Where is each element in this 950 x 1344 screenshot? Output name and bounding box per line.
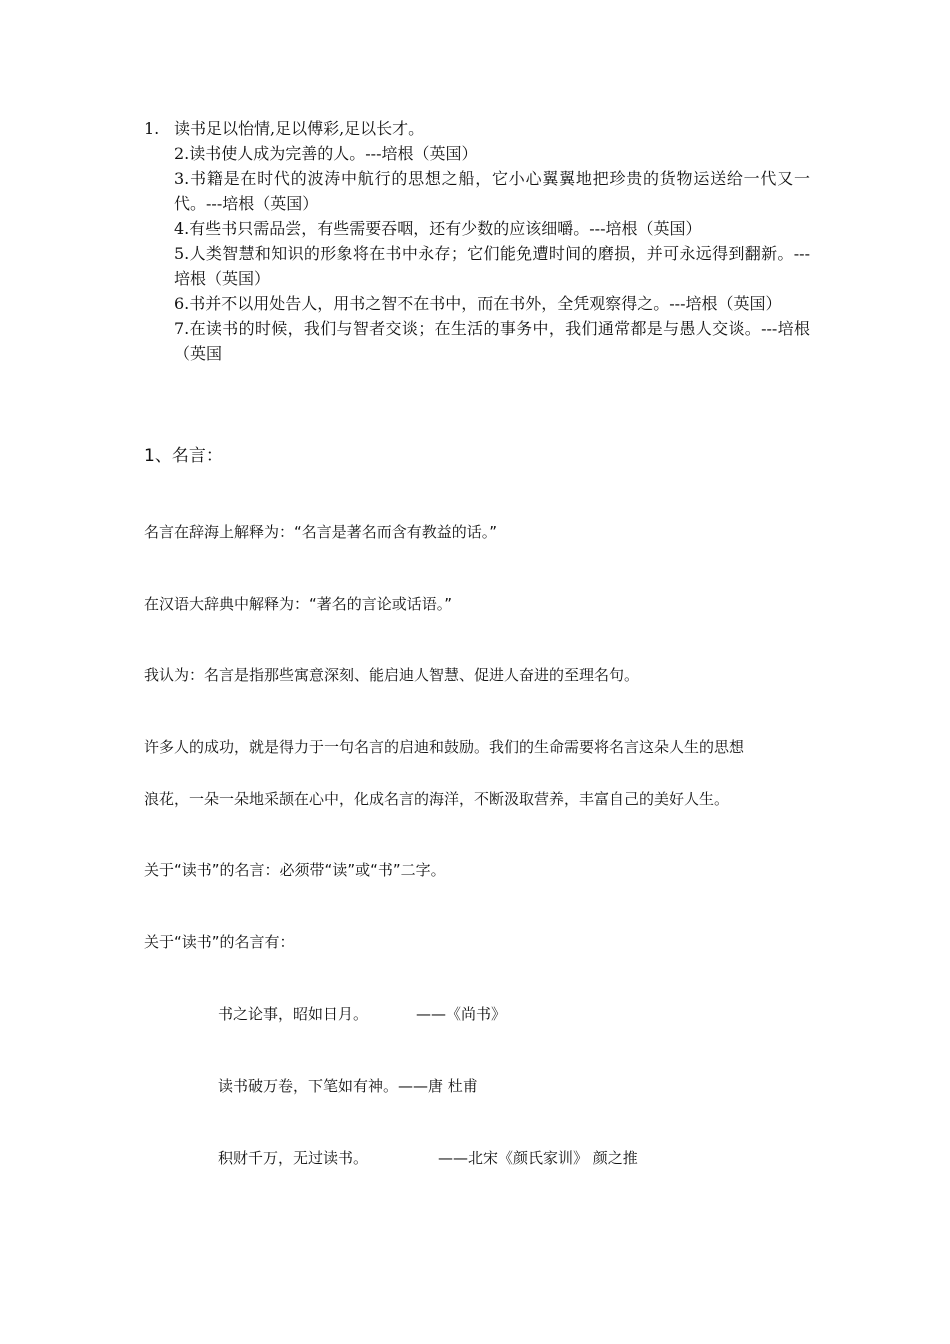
paragraph-success-line-1: 许多人的成功，就是得力于一句名言的启迪和鼓励。我们的生命需要将名言这朵人生的思想: [144, 738, 745, 756]
example-quote-source: ——《尚书》: [416, 1005, 507, 1023]
quote-number: 1.: [144, 119, 160, 138]
quote-item: 4.有些书只需品尝，有些需要吞咽，还有少数的应该细嚼。---培根（英国）: [174, 219, 702, 238]
paragraph-success-line-2: 浪花，一朵一朵地采颉在心中，化成名言的海洋，不断汲取营养，丰富自己的美好人生。: [144, 790, 730, 808]
quote-item: [144, 116, 810, 141]
quote-item: 2.读书使人成为完善的人。---培根（英国）: [174, 144, 478, 163]
paragraph-hanyu: 在汉语大辞典中解释为：“著名的言论或话语。”: [144, 595, 453, 613]
example-quote-text: 积财千万，无过读书。: [218, 1149, 369, 1167]
quote-item: 7.在读书的时候，我们与智者交谈；在生活的事务中，我们通常都是与愚人交谈。---培根（英国: [174, 319, 810, 363]
example-quote-text: 书之论事，昭如日月。: [218, 1005, 369, 1023]
example-quote: [218, 1076, 884, 1096]
quote-item: 6.书并不以用处告人，用书之智不在书中，而在书外，全凭观察得之。---培根（英国）: [174, 294, 782, 313]
example-quote-source: ——北宋《颜氏家训》 颜之推: [438, 1149, 638, 1167]
quote-item: 5.人类智慧和知识的形象将在书中永存；它们能免遭时间的磨损，并可永远得到翻新。---培根（英国）: [174, 244, 810, 288]
section-heading: 1、名言：: [144, 446, 223, 466]
quote-text: 读书足以怡情,足以傅彩,足以长才。: [174, 119, 425, 138]
example-quote-text: 读书破万卷，下笔如有神。: [218, 1077, 399, 1095]
paragraph-opinion: 我认为：名言是指那些寓意深刻、能启迪人智慧、促进人奋进的至理名句。: [144, 666, 640, 684]
example-quote: [218, 1004, 884, 1024]
quote-item: 3.书籍是在时代的波涛中航行的思想之船，它小心翼翼地把珍贵的货物运送给一代又一代。---培根（英国）: [174, 169, 810, 213]
quote-list: [144, 116, 810, 366]
paragraph-cihai: 名言在辞海上解释为：“名言是著名而含有教益的话。”: [144, 523, 498, 541]
paragraph-rule: 关于“读书”的名言：必须带“读”或“书”二字。: [144, 861, 446, 879]
example-quote: [218, 1148, 884, 1168]
example-quote-source: ——唐 杜甫: [398, 1077, 478, 1095]
paragraph-intro: 关于“读书”的名言有：: [144, 933, 295, 951]
